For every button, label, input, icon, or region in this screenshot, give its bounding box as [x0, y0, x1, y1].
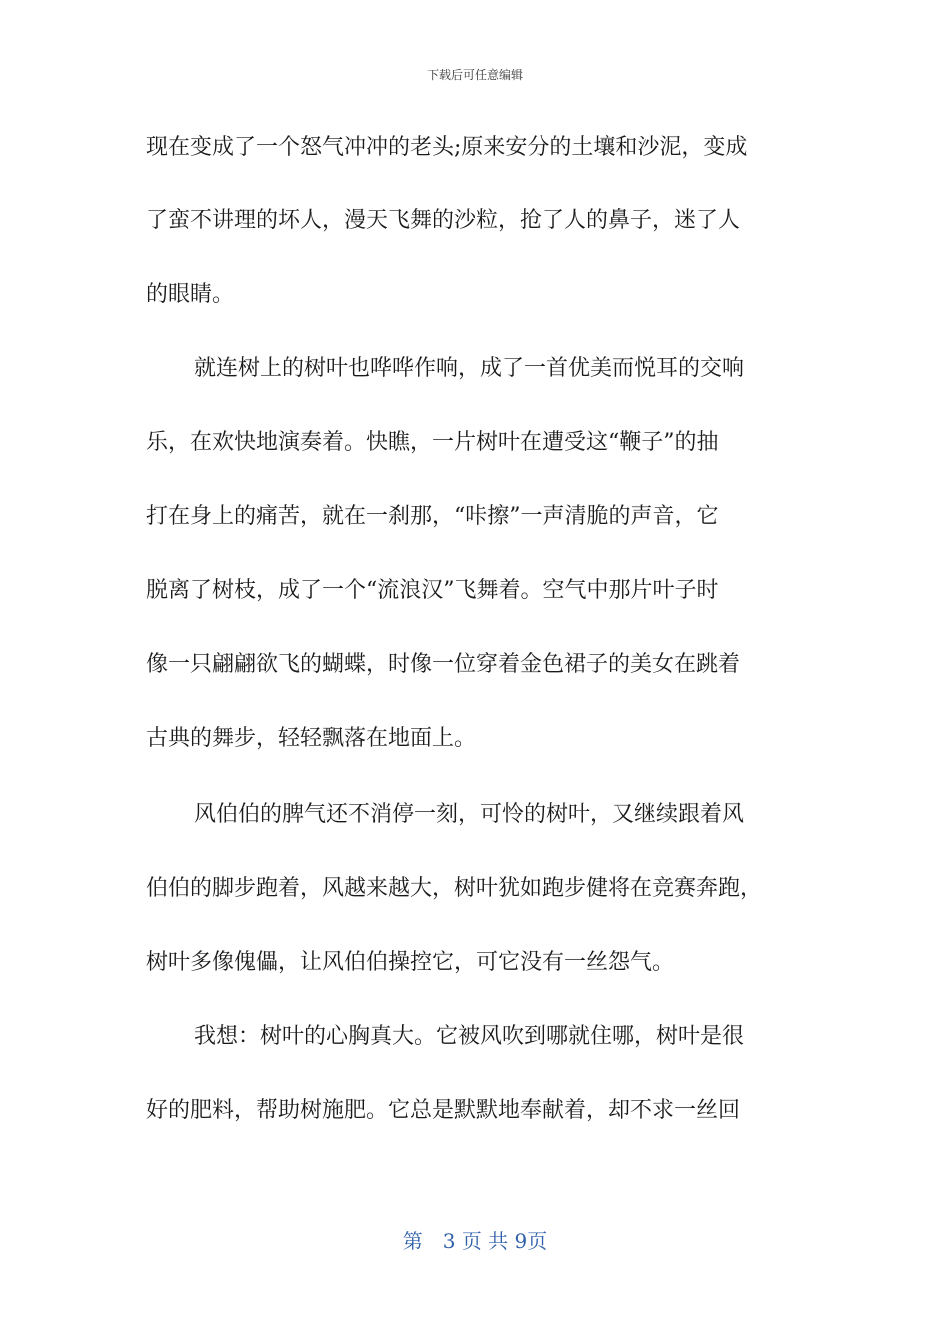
- paragraph-first-line: 我想：树叶的心胸真大。它被风吹到哪就住哪，树叶是很: [194, 1024, 745, 1049]
- text-line: 现在变成了一个怒气冲冲的老头;原来安分的土壤和沙泥，变成: [146, 135, 748, 160]
- text-line: 像一只翩翩欲飞的蝴蝶，时像一位穿着金色裙子的美女在跳着: [146, 652, 741, 677]
- page-number-footer: 第 3 页 共 9页: [402, 1229, 548, 1253]
- paragraph-first-line: 风伯伯的脾气还不消停一刻，可怜的树叶，又继续跟着风: [194, 802, 745, 827]
- text-line: 伯伯的脚步跑着，风越来越大，树叶犹如跑步健将在竞赛奔跑，: [146, 876, 763, 901]
- text-line: 脱离了树枝，成了一个“流浪汉”飞舞着。空气中那片叶子时: [146, 578, 719, 603]
- text-line: 树叶多像傀儡，让风伯伯操控它，可它没有一丝怨气。: [146, 950, 675, 975]
- text-line: 了蛮不讲理的坏人，漫天飞舞的沙粒，抢了人的鼻子，迷了人: [146, 208, 741, 233]
- paragraph-first-line: 就连树上的树叶也哗哗作响，成了一首优美而悦耳的交响: [194, 356, 745, 381]
- text-line: 古典的舞步，轻轻飘落在地面上。: [146, 726, 477, 751]
- text-line: 打在身上的痛苦，就在一刹那，“咔擦”一声清脆的声音，它: [146, 504, 719, 529]
- text-line: 的眼睛。: [146, 282, 235, 307]
- text-line: 好的肥料，帮助树施肥。它总是默默地奉献着，却不求一丝回: [146, 1098, 741, 1123]
- text-line: 乐，在欢快地演奏着。快瞧，一片树叶在遭受这“鞭子”的抽: [146, 430, 719, 455]
- page-header: 下载后可任意编辑: [426, 68, 523, 82]
